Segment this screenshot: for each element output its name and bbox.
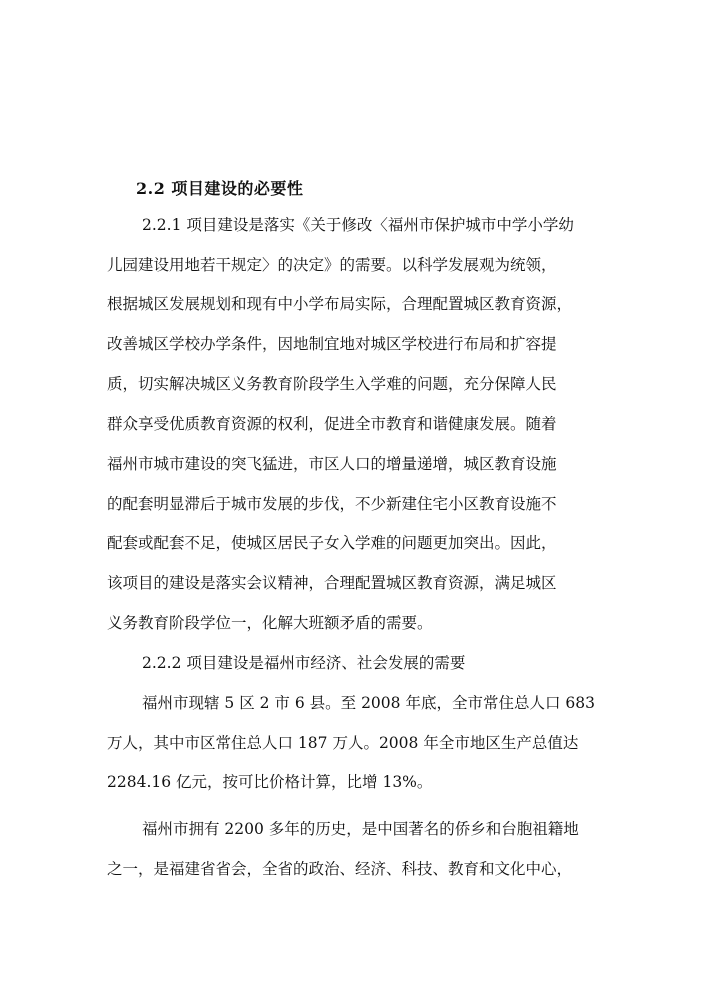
text-line: 2.2.1 项目建设是落实《关于修改〈福州市保护城市中学小学幼 (142, 216, 574, 234)
text-line: 福州市拥有 2200 多年的历史，是中国著名的侨乡和台胞祖籍地 (142, 820, 579, 838)
text-line: 福州市现辖 5 区 2 市 6 县。至 2008 年底，全市常住总人口 683 (142, 694, 595, 712)
text-line: 群众享受优质教育资源的权利，促进全市教育和谐健康发展。随着 (107, 415, 557, 433)
text-line: 福州市城市建设的突飞猛进，市区人口的增量递增，城区教育设施 (107, 455, 557, 473)
text-line: 义务教育阶段学位一，化解大班额矛盾的需要。 (107, 614, 433, 632)
text-line: 该项目的建设是落实会议精神，合理配置城区教育资源，满足城区 (107, 574, 557, 592)
text-line: 质，切实解决城区义务教育阶段学生入学难的问题，充分保障人民 (107, 375, 557, 393)
text-line: 儿园建设用地若干规定〉的决定》的需要。以科学发展观为统领， (107, 256, 557, 274)
text-line: 改善城区学校办学条件，因地制宜地对城区学校进行布局和扩容提 (107, 335, 557, 353)
text-line: 2284.16 亿元，按可比价格计算，比增 13%。 (107, 773, 433, 791)
subsection-heading: 2.2.2 项目建设是福州市经济、社会发展的需要 (142, 654, 466, 672)
section-heading: 2.2 项目建设的必要性 (136, 179, 304, 198)
text-line: 配套或配套不足，使城区居民子女入学难的问题更加突出。因此， (107, 534, 557, 552)
text-line: 万人，其中市区常住总人口 187 万人。2008 年全市地区生产总值达 (107, 734, 579, 752)
text-line: 根据城区发展规划和现有中小学布局实际，合理配置城区教育资源， (107, 295, 573, 313)
text-line: 的配套明显滞后于城市发展的步伐，不少新建住宅小区教育设施不 (107, 495, 557, 513)
text-line: 之一，是福建省省会，全省的政治、经济、科技、教育和文化中心， (107, 860, 573, 878)
